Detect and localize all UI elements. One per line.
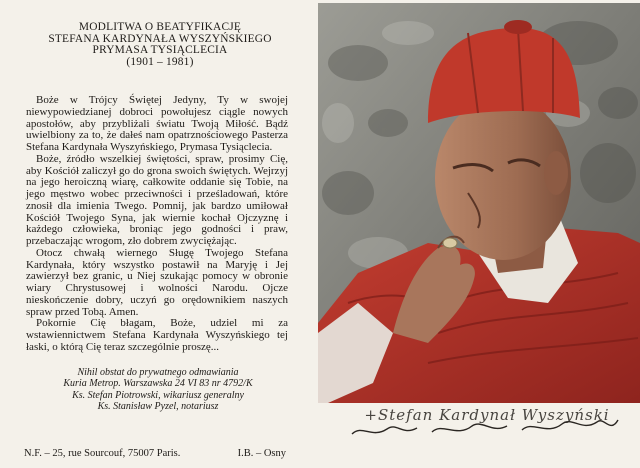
title-dates: (1901 – 1981) (126, 55, 194, 68)
imprimatur-line: Kuria Metrop. Warszawska 24 VI 83 nr 4792/K (63, 378, 253, 390)
cardinal-portrait-photo (318, 3, 640, 403)
publisher-footer (24, 448, 286, 459)
prayer-paragraph: Pokornie Cię błagam, Boże, udziel mi za wstawiennictwem Stefana Kardynała Wyszyńskiego tej łaski, o którą Cię teraz szczególnie proszę... (26, 317, 288, 353)
prayer-paragraph: Otocz chwałą wiernego Sługę Twojego Stefana Kardynała, który wszystko postawił na Maryję i Jej zawierzył bez granic, u Niej szukając pomocy w obronie wiary Chrystusowej i wolności Narodu. Ojcze nieskończenie dobry, uczyń go orędownikiem naszych spraw przed Tobą. Amen. (26, 246, 288, 318)
signature-text: +Stefan Kardynał Wyszyński (364, 406, 610, 424)
imprimatur-line: Ks. Stefan Piotrowski, wikariusz generalny (72, 389, 244, 401)
prayer-title (20, 22, 300, 68)
imprimatur-block (20, 367, 296, 412)
printer-mark: I.B. – Osny (237, 448, 286, 459)
portrait-illustration (318, 3, 640, 403)
imprimatur-line: Nihil obstat do prywatnego odmawiania (77, 367, 239, 378)
prayer-panel (0, 0, 316, 468)
signature-area (342, 404, 632, 454)
ring (443, 238, 457, 248)
prayer-paragraph: Boże, źródło wszelkiej świętości, spraw, prosimy Cię, aby Kościół zaliczył go do grona swoich świętych. Wejrzyj na jego heroiczną wiarę, całkowite oddanie się Tobie, na jego męstwo wobec przeciwności i prześladowań, które znosił dla imienia Twego. Pomnij, jak bardzo umiłował Kościół Twojego Syna, jak wiernie kochał Ojczyznę i każdego człowieka, broniąc jego godności i praw, przebaczając wrogom, zło dobrem zwyciężając. (26, 152, 288, 247)
publisher-address: N.F. – 25, rue Sourcouf, 75007 Paris. (24, 448, 181, 459)
portrait-panel (318, 0, 640, 468)
title-line: STEFANA KARDYNAŁA WYSZYŃSKIEGO (48, 32, 272, 45)
title-line: PRYMASA TYSIĄCLECIA (92, 44, 228, 57)
prayer-paragraph: Boże w Trójcy Świętej Jedyny, Ty w swojej niewypowiedzianej dobroci powołujesz ciągle nowych apostołów, aby przybliżali światu Twoją Miłość. Bądź uwielbiony za to, że dałeś nam opatrznościowego Pasterza Stefana Kardynała Wyszyńskiego, Prymasa Tysiąclecia. (26, 94, 288, 153)
prayer-text (26, 95, 288, 354)
imprimatur-line: Ks. Stanisław Pyzel, notariusz (97, 400, 219, 412)
title-line: MODLITWA O BEATYFIKACJĘ (78, 21, 242, 33)
